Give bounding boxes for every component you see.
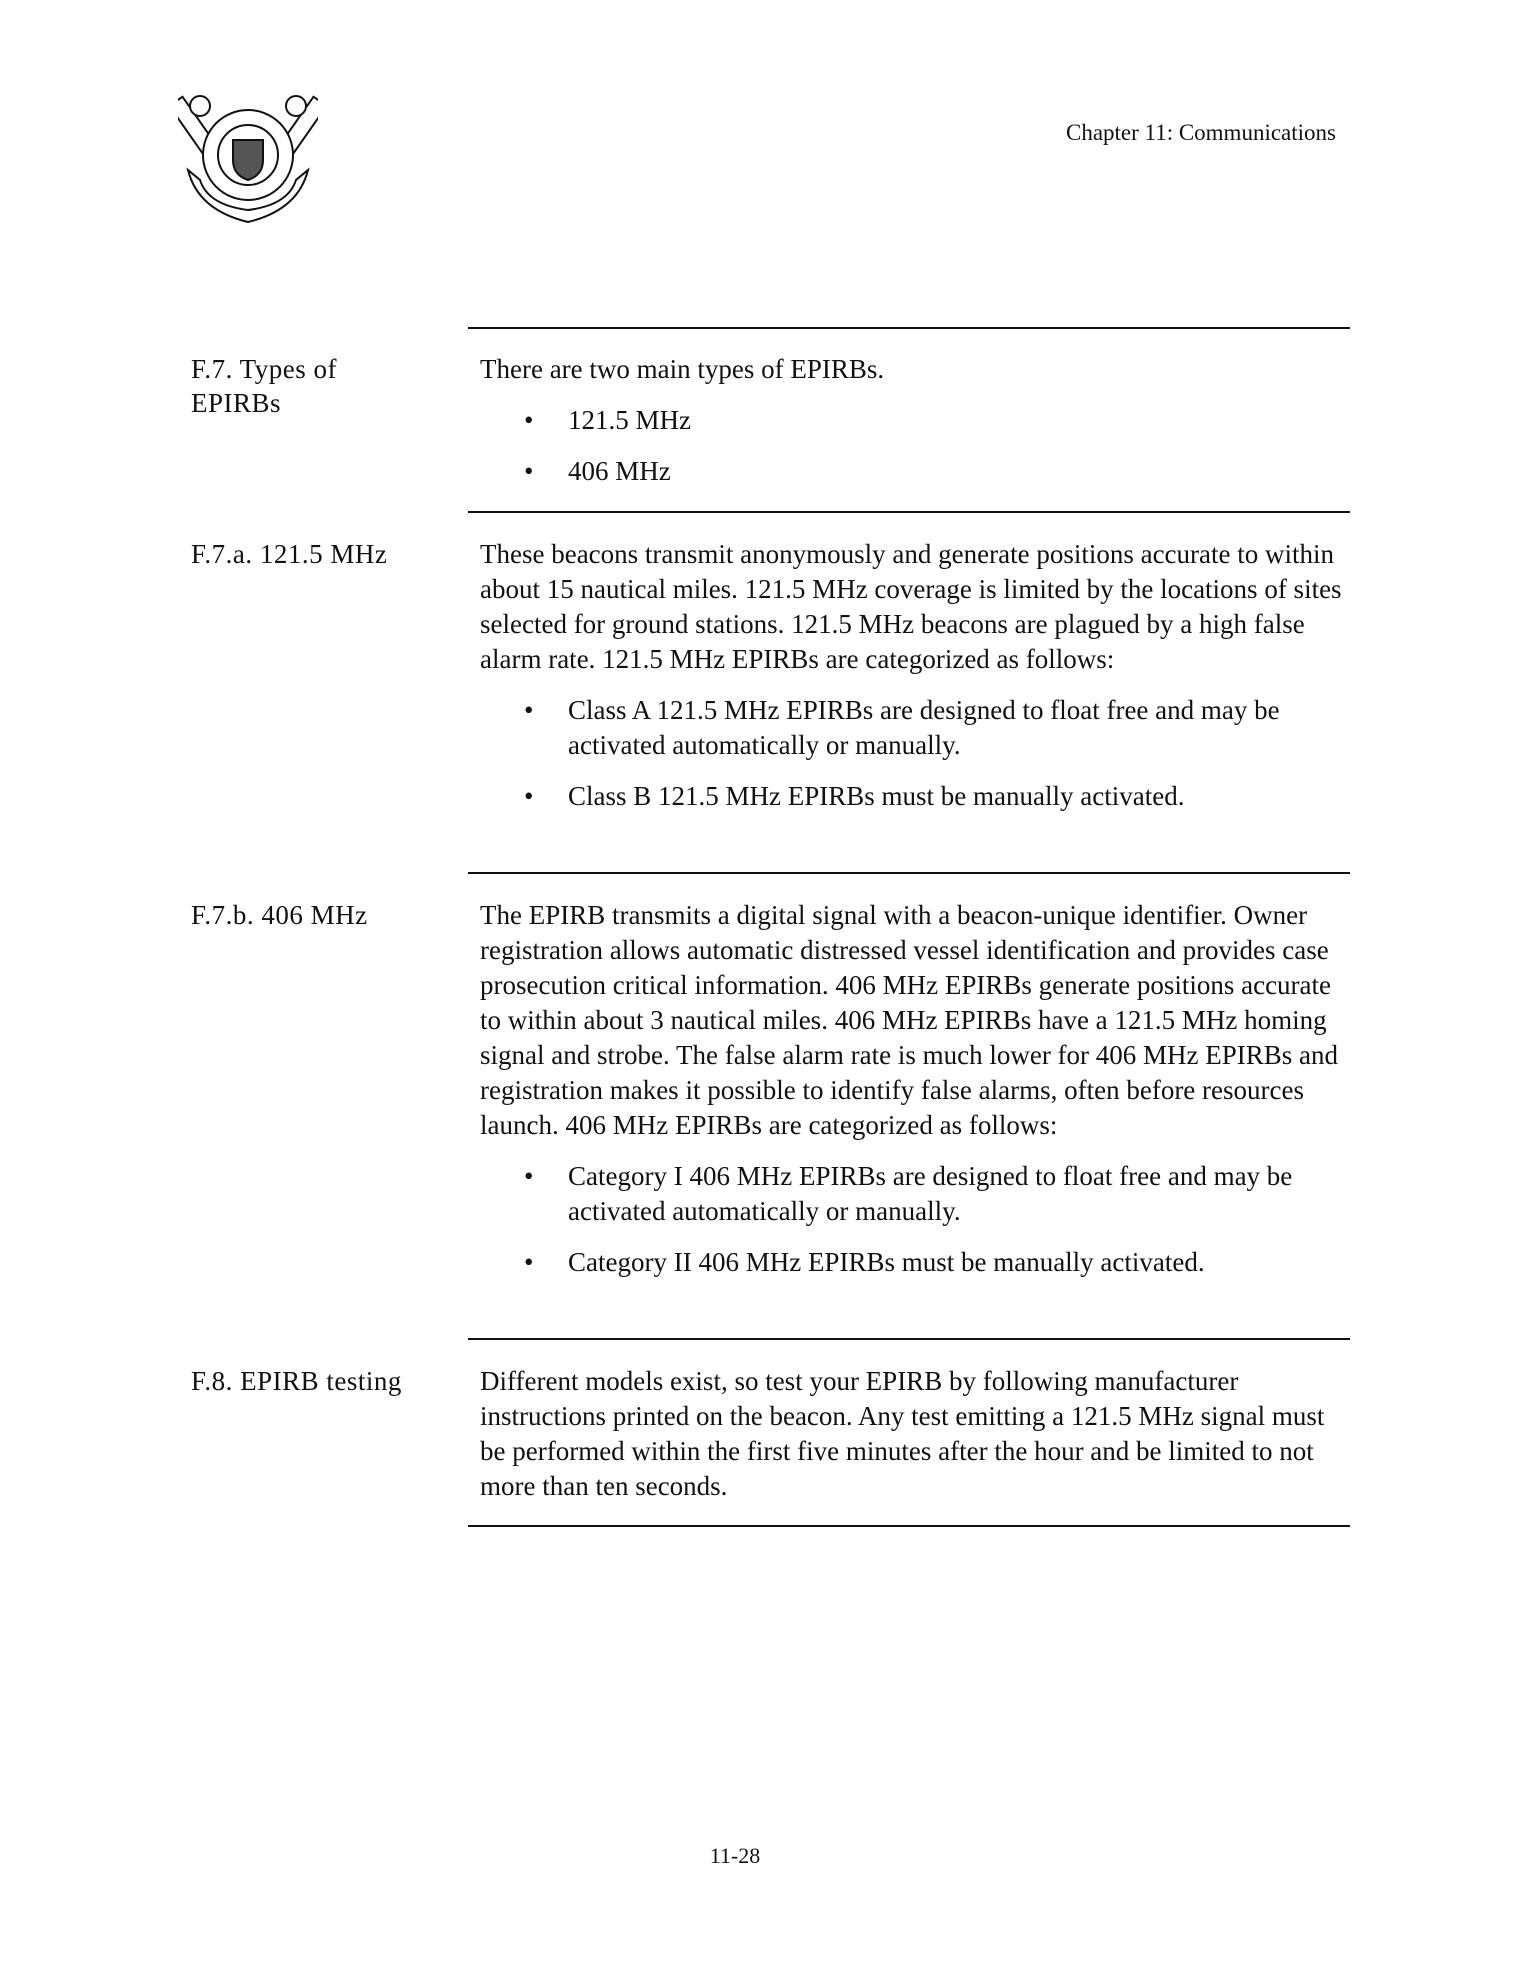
section-text: These beacons transmit anonymously and generate positions accurate to within about 15 nautical miles. 121.5 MHz coverage is limited by the locations of sites selected for ground stations. 121.5 MHz beacons are plagued by a high false alarm rate. 121.5 MHz EPIRBs are categorized as follows: — [480, 539, 1342, 674]
section-label: F.7.b. 406 MHz — [191, 900, 368, 930]
chapter-header: Chapter 11: Communications — [1065, 120, 1336, 145]
bullet-item: • Class B 121.5 MHz EPIRBs must be manually activated. — [480, 779, 1350, 814]
page-number: 11-28 — [709, 1843, 761, 1868]
divider — [468, 872, 1350, 874]
section-label: F.7.a. 121.5 MHz — [191, 539, 388, 569]
bullet-item: • 406 MHz — [480, 454, 1350, 489]
section-text: Different models exist, so test your EPIRB by following manufacturer instructions printed on the beacon. Any test emitting a 121.5 MHz signal must be performed within the first five minutes after the hour and be limited to not more than ten seconds. — [480, 1366, 1325, 1501]
section-body — [480, 1364, 1350, 1504]
divider — [468, 1525, 1350, 1527]
bullet-item: • 121.5 MHz — [480, 403, 1350, 438]
coast-guard-seal-logo — [178, 90, 318, 225]
section-text: The EPIRB transmits a digital signal with a beacon-unique identifier. Owner registration allows automatic distressed vessel identification and provides case prosecution critical information. 406 MHz EPIRBs generate positions accurate to within about 3 nautical miles. 406 MHz EPIRBs have a 121.5 MHz homing signal and strobe. The false alarm rate is much lower for 406 MHz EPIRBs and registration makes it possible to identify false alarms, often before resources launch. 406 MHz EPIRBs are categorized as follows: — [480, 900, 1339, 1140]
bullet-item: • Category II 406 MHz EPIRBs must be manually activated. — [480, 1245, 1350, 1280]
section-label: F.8. EPIRB testing — [191, 1366, 402, 1396]
divider — [468, 511, 1350, 513]
divider — [468, 1338, 1350, 1340]
bullet-item: • Class A 121.5 MHz EPIRBs are designed to float free and may be activated automatically or manually. — [480, 693, 1350, 763]
section-text: There are two main types of EPIRBs. — [480, 354, 885, 384]
section-body — [480, 537, 1350, 830]
divider — [468, 327, 1350, 329]
section-label: F.7. Types of EPIRBs — [191, 354, 337, 418]
bullet-item: • Category I 406 MHz EPIRBs are designed to float free and may be activated automatically or manually. — [480, 1159, 1350, 1229]
section-body — [480, 352, 1350, 505]
section-body — [480, 898, 1350, 1296]
